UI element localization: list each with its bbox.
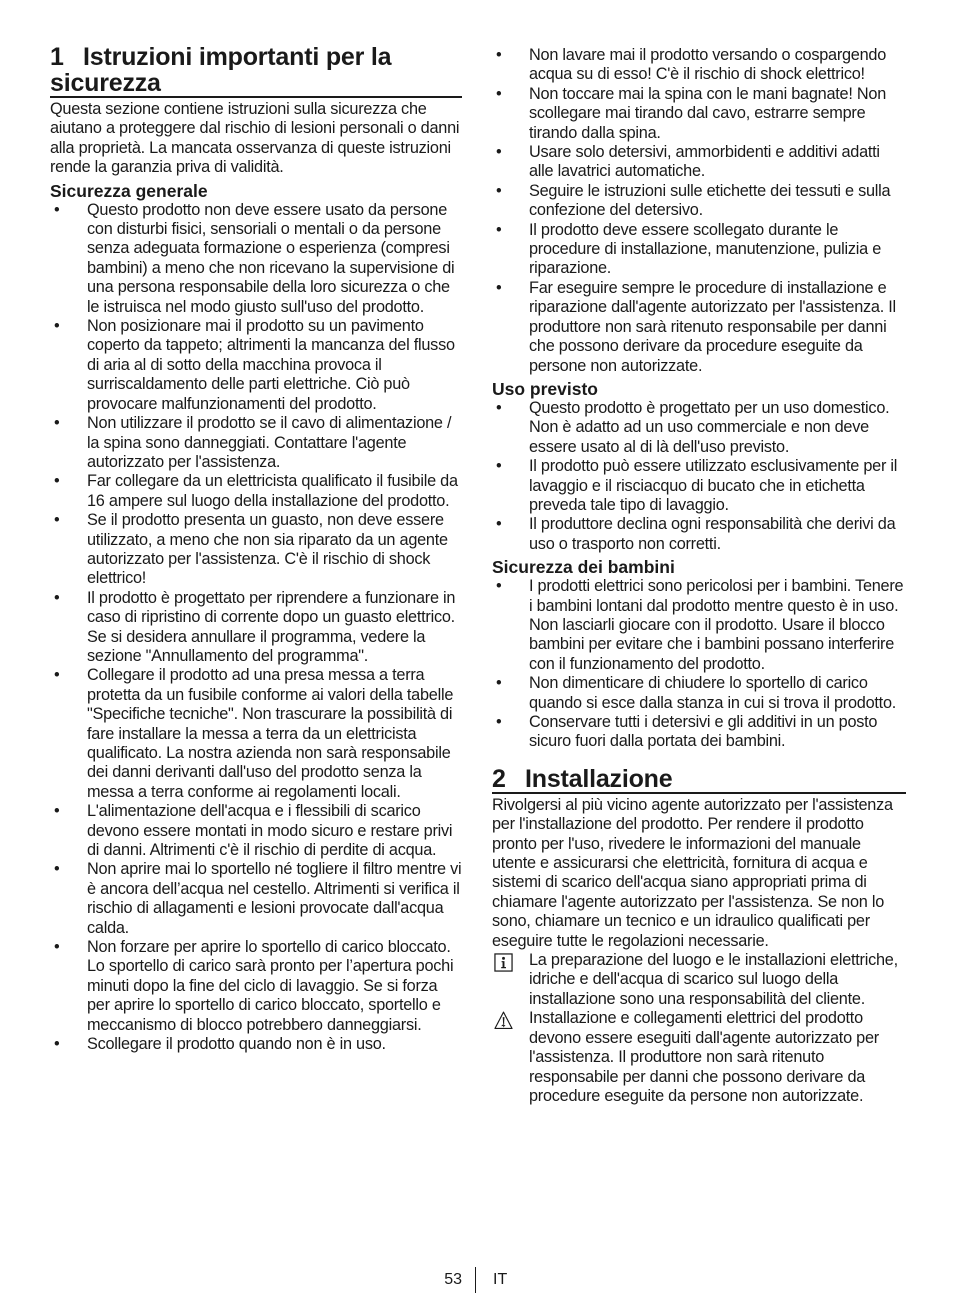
section-1-heading [50,44,462,98]
list-item: • Non utilizzare il prodotto se il cavo di alimentazione / la spina sono danneggiati. Contattare l'agente autorizzato per l'assistenza. [54,414,452,471]
language-code: IT [493,1271,508,1288]
left-column [50,44,462,1055]
section-2-title: Installazione [525,764,673,793]
warning-note-text: Installazione e collegamenti elettrici del prodotto devono essere eseguiti dall'agente autorizzato per l'assistenza. Il produttore non sarà ritenuto responsabile per danni che possono derivare da procedure eseguite da persone non autorizzate. [529,1009,879,1105]
list-item: • Il prodotto deve essere scollegato durante le procedure di installazione, manutenzione, pulizia e riparazione. [496,220,881,278]
list-item: • Il prodotto può essere utilizzato esclusivamente per il lavaggio e il risciacquo di bucato che in etichetta preveda tale tipo di lavaggio. [496,457,898,514]
section-2-intro: Rivolgersi al più vicino agente autorizzato per l'assistenza per l'installazione del prodotto. Per rendere il prodotto pronto per l'uso, rivedere le informazioni del manuale utente e assicurarsi che elettricità, fornitura di acqua e sistemi di scarico dell'acqua siano appropriati prima di chiamare l'agente autorizzato per l'assistenza. Se non lo sono, chiamare un tecnico e un idraulico qualificati per eseguire tutte le regolazioni necessarie. [492,795,893,950]
page-number: 53 [444,1271,462,1288]
section-2-heading [492,766,906,794]
section-1-number: 1 [50,43,64,71]
list-item: • Usare solo detersivi, ammorbidenti e additivi adatti alle lavatrici automatiche. [496,143,880,181]
list-item: • Non dimenticare di chiudere lo sportello di carico quando si esce dalla stanza in cui si trova il prodotto. [496,674,897,712]
list-item: • Conservare tutti i detersivi e gli additivi in un posto sicuro fuori dalla portata dei bambini. [496,713,878,751]
list-item: • Non forzare per aprire lo sportello di carico bloccato. Lo sportello di carico sarà pronto per l’apertura pochi minuti dopo la fine del ciclo di lavaggio. Se si forza per aprire lo sportello di carico bloccato, sportello e meccanismo di blocco potrebbero danneggiarsi. [54,938,454,1034]
installation-section [492,766,906,1107]
section-1-title: Istruzioni importanti per la sicurezza [50,43,392,97]
list-item: • I prodotti elettrici sono pericolosi per i bambini. Tenere i bambini lontani dal prodotto mentre questo è in uso. Non lasciarli giocare con il prodotto. Usare il blocco bambini per evitare che i bambini possano interferire con il funzionamento del prodotto. [496,577,904,673]
list-item: • Scollegare il prodotto quando non è in uso. [54,1035,386,1054]
list-item: • Non posizionare mai il prodotto su un pavimento coperto da tappeto; altrimenti la mancanza del flusso di aria al di sotto della macchina provoca il surriscaldamento delle parti elettriche. Ciò può provocare malfunzionamenti del prodotto. [54,317,455,413]
intended-use-heading: Uso previsto [492,378,598,399]
list-item: • L'alimentazione dell'acqua e i flessibili di scarico devono essere montati in modo sicuro e restare privi di danni. Altrimenti c'è il rischio di perdite di acqua. [54,802,453,860]
list-item: • Non toccare mai la spina con le mani bagnate! Non scollegare mai tirando dal cavo, estrarre sempre tirando dalla spina. [496,84,887,142]
section-1-intro: Questa sezione contiene istruzioni sulla sicurezza che aiutano a proteggere dal rischio di lesioni personali o danni alla proprietà. La mancata osservanza di queste istruzioni rende la garanzia priva di validità. [50,100,460,177]
right-column [492,46,906,1106]
intended-use-list [492,399,906,554]
warning-note [492,1009,906,1106]
child-safety-list [492,577,906,752]
list-item: • Questo prodotto è progettato per un uso domestico. Non è adatto ad un uso commerciale e non deve essere usato al di là dell'uso previsto. [496,398,890,456]
general-safety-list-continued [492,46,906,376]
footer-divider [475,1267,476,1293]
general-safety-list [50,201,462,1055]
list-item: • Questo prodotto non deve essere usato da persone con disturbi fisici, sensoriali o mentali o da persone senza adeguata formazione o esperienza (compresi bambini) a meno che non ricevano la supervisione di una persona responsabile della loro sicurezza o che le istruisca nel modo giusto sull'uso del prodotto. [54,200,455,316]
list-item: • Seguire le istruzioni sulle etichette dei tessuti e sulla confezione del detersivo. [496,181,891,220]
child-safety-heading: Sicurezza dei bambini [492,557,675,578]
info-icon [494,953,513,972]
section-2-number: 2 [492,764,506,793]
list-item: • Non lavare mai il prodotto versando o cospargendo acqua su di esso! C'è il rischio di shock elettrico! [496,46,887,84]
list-item: • Il produttore declina ogni responsabilità che derivi da uso o trasporto non corretti. [496,515,896,553]
list-item: • Non aprire mai lo sportello né togliere il filtro mentre vi è ancora dell’acqua nel cestello. Altrimenti si verifica il rischio di allagamenti e lesioni provocate dall'acqua calda. [54,860,462,937]
info-note-text: La preparazione del luogo e le installazioni elettriche, idriche e dell'acqua di scarico sul luogo della installazione sono una responsabilità del cliente. [529,951,898,1008]
general-safety-heading: Sicurezza generale [50,180,208,201]
list-item: • Collegare il prodotto ad una presa messa a terra protetta da un fusibile conforme ai valori della tabelle "Specifiche tecniche". Non trascurare la possibilità di fare installare la messa a terra da un elettricista qualificato. La nostra azienda non sarà responsabile dei danni derivanti dall'uso del prodotto senza la messa a terra conforme ai regolamenti locali. [54,666,454,801]
info-note [492,951,906,1009]
list-item: • Il prodotto è progettato per riprendere a funzionare in caso di ripristino di corrente dopo un guasto elettrico. Se si desidera annullare il programma, vedere la sezione "Annullamento del programma". [54,588,456,665]
list-item: • Se il prodotto presenta un guasto, non deve essere utilizzato, a meno che non sia riparato da un agente autorizzato per l'assistenza. C'è il rischio di shock elettrico! [54,511,448,588]
warning-icon [494,1011,513,1030]
list-item: • Far eseguire sempre le procedure di installazione e riparazione dall'agente autorizzato per l'assistenza. Il produttore non sarà ritenuto responsabile per danni che possono derivare da procedure eseguite da persone non autorizzate. [496,278,896,375]
list-item: • Far collegare da un elettricista qualificato il fusibile da 16 ampere sul luogo della installazione del prodotto. [54,472,458,510]
